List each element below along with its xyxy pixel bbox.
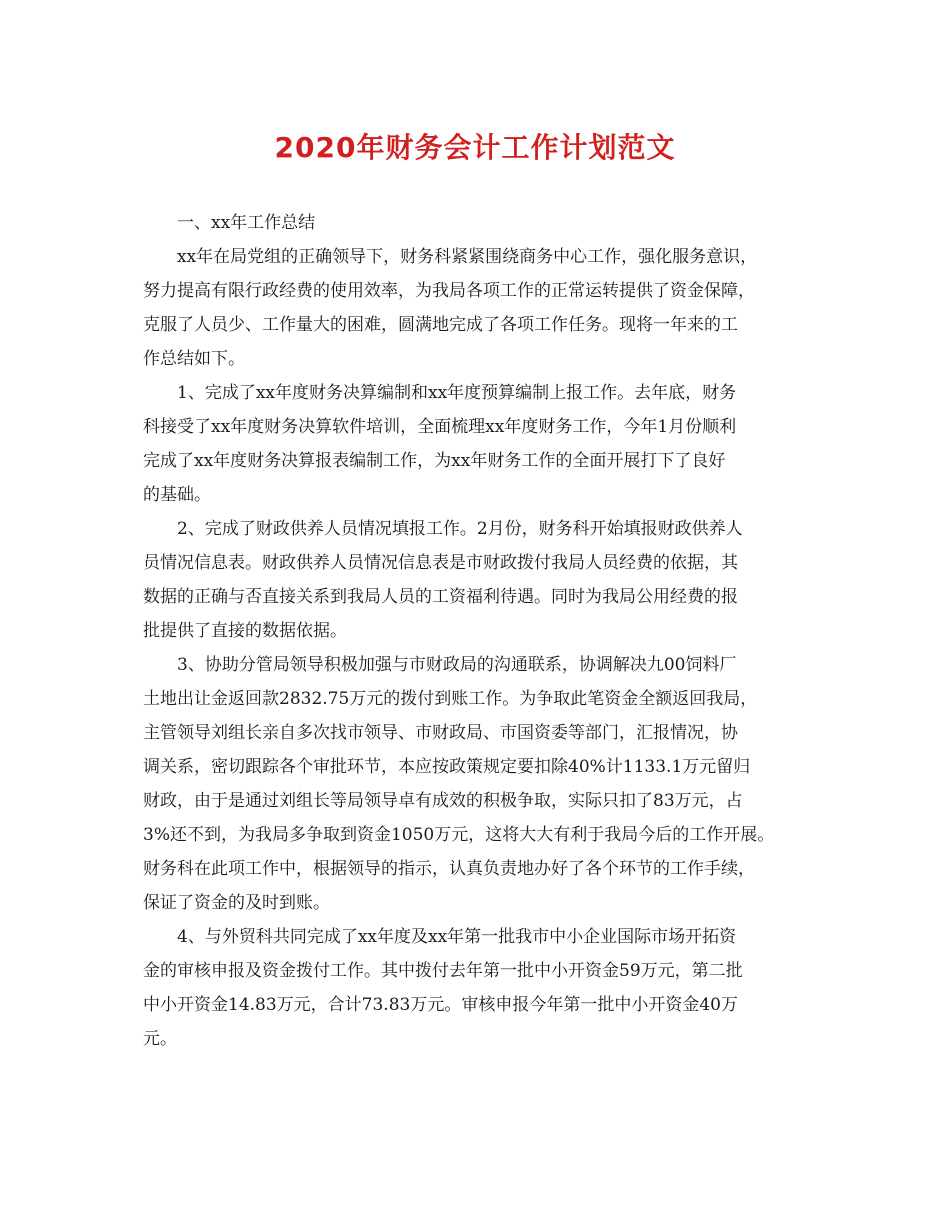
paragraph-line: 3%还不到，为我局多争取到资金1050万元，这将大大有利于我局今后的工作开展。	[143, 825, 775, 845]
paragraph-line: 3、协助分管局领导积极加强与市财政局的沟通联系，协调解决九00饲料厂	[177, 655, 737, 675]
paragraph-line: 数据的正确与否直接关系到我局人员的工资福利待遇。同时为我局公用经费的报	[143, 587, 738, 607]
paragraph-line: 元。	[143, 1029, 177, 1049]
paragraph-line: 1、完成了xx年度财务决算编制和xx年度预算编制上报工作。去年底，财务	[177, 383, 737, 403]
paragraph-line: 财政，由于是通过刘组长等局领导卓有成效的积极争取，实际只扣了83万元，占	[143, 791, 743, 811]
paragraph-line: 保证了资金的及时到账。	[143, 893, 330, 913]
document-body	[143, 206, 813, 1056]
paragraph-line: 中小开资金14.83万元，合计73.83万元。审核申报今年第一批中小开资金40万	[143, 995, 738, 1015]
paragraph-line: 完成了xx年度财务决算报表编制工作，为xx年财务工作的全面开展打下了良好	[143, 451, 726, 471]
paragraph-line: 努力提高有限行政经费的使用效率，为我局各项工作的正常运转提供了资金保障，	[143, 281, 755, 301]
paragraph-line: 财务科在此项工作中，根据领导的指示，认真负责地办好了各个环节的工作手续，	[143, 859, 755, 879]
document-title: 2020年财务会计工作计划范文	[274, 131, 676, 164]
paragraph-line: 作总结如下。	[143, 349, 245, 369]
paragraph-line: 4、与外贸科共同完成了xx年度及xx年第一批我市中小企业国际市场开拓资	[177, 927, 737, 947]
paragraph-line: 土地出让金返回款2832.75万元的拨付到账工作。为争取此笔资金全额返回我局，	[143, 689, 758, 709]
paragraph-line: 科接受了xx年度财务决算软件培训，全面梳理xx年度财务工作，今年1月份顺利	[143, 417, 737, 437]
section-heading: 一、xx年工作总结	[177, 213, 316, 233]
paragraph-line: 员情况信息表。财政供养人员情况信息表是市财政拨付我局人员经费的依据，其	[143, 553, 738, 573]
paragraph-line: 调关系，密切跟踪各个审批环节，本应按政策规定要扣除40%计1133.1万元留归	[143, 757, 751, 777]
paragraph-line: 金的审核申报及资金拨付工作。其中拨付去年第一批中小开资金59万元，第二批	[143, 961, 743, 981]
paragraph-line: 批提供了直接的数据依据。	[143, 621, 347, 641]
paragraph-line: 克服了人员少、工作量大的困难，圆满地完成了各项工作任务。现将一年来的工	[143, 315, 738, 335]
paragraph-line: 主管领导刘组长亲自多次找市领导、市财政局、市国资委等部门，汇报情况，协	[143, 723, 738, 743]
paragraph-line: xx年在局党组的正确领导下，财务科紧紧围绕商务中心工作，强化服务意识，	[177, 247, 758, 267]
paragraph-line: 2、完成了财政供养人员情况填报工作。2月份，财务科开始填报财政供养人	[177, 519, 743, 539]
paragraph-line: 的基础。	[143, 485, 211, 505]
